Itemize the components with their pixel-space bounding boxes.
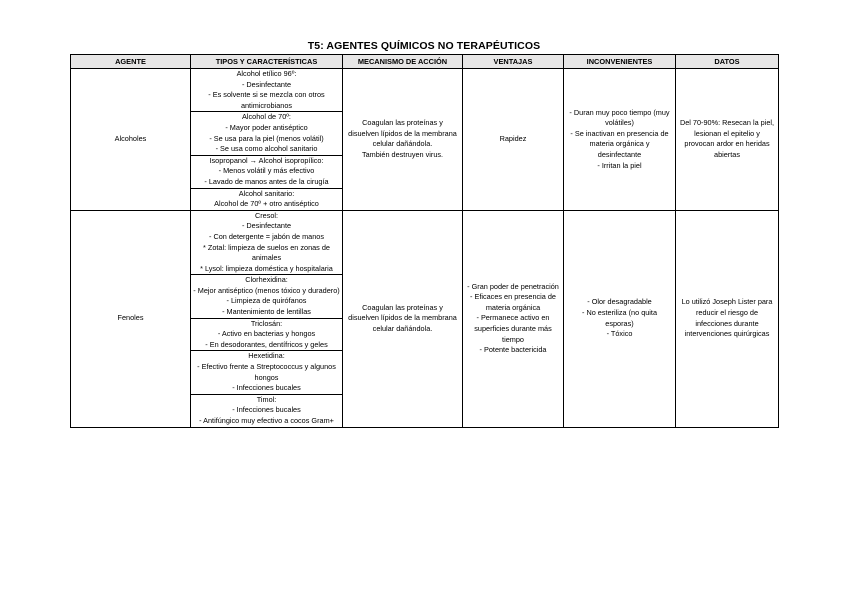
cell-ventajas [463,210,564,427]
ventajas-line: - Eficaces en presencia de materia orgánica [470,292,556,312]
tipo-block [191,351,342,394]
cell-datos [676,69,779,211]
tipo-line: - Mayor poder antiséptico [225,122,308,132]
tipo-title: Alcohol de 70º: [242,112,291,122]
datos-line: Lo utilizó Joseph Lister para reducir el riesgo de infecciones durante intervenciones quirúrgicas [681,297,773,339]
cell-ventajas [463,69,564,211]
inconvenientes-line: - Se inactivan en presencia de materia orgánica y desinfectante [570,128,669,159]
tipo-line: - Se usa para la piel (menos volátil) [209,133,324,143]
tipo-block [191,69,342,112]
tipo-line: * Zotal: limpieza de suelos en zonas de animales [203,242,330,263]
tipo-line: - Infecciones bucales [232,383,301,393]
ventajas-line: Rapidez [499,134,527,144]
tipo-line: - Limpieza de quirófanos [226,296,307,306]
cell-inconvenientes [564,210,676,427]
tipo-block [191,156,342,189]
cell-agente: Fenoles [71,210,191,427]
tipo-block [191,211,342,276]
tipo-block [191,189,342,210]
inconvenientes-line: - Irritan la piel [597,160,642,170]
tipo-line: * Lysol: limpieza doméstica y hospitalaria [200,263,333,273]
tipo-line: - Mantenimiento de lentillas [222,307,311,317]
ventajas-line: - Permanece activo en superficies durante más tiempo [474,313,552,344]
inconvenientes-line: - No esteriliza (no quita esporas) [581,308,658,328]
tipo-line: Alcohol de 70º + otro antiséptico [214,199,319,209]
tipo-title: Hexetidina: [248,351,285,361]
cell-inconvenientes [564,69,676,211]
cell-mecanismo [343,69,463,211]
tipo-line: - Mejor antiséptico (menos tóxico y duradero) [193,285,340,295]
tipo-line: - Es solvente si se mezcla con otros antimicrobianos [208,90,325,110]
header-datos: DATOS [676,55,779,69]
tipo-block [191,319,342,352]
tipo-block [191,112,342,155]
tipo-line: - Efectivo frente a Streptococcus y algunos hongos [197,362,336,382]
page-title: T5: AGENTES QUÍMICOS NO TERAPÉUTICOS [307,40,541,52]
tipo-line: - Con detergente = jabón de manos [208,231,324,241]
cell-tipos [191,69,343,211]
tipo-title: Triclosán: [250,318,283,328]
table-row-fenoles [71,210,779,427]
cell-datos [676,210,779,427]
mecanismo-line: También destruyen virus. [361,149,444,159]
inconvenientes-line: - Duran muy poco tiempo (muy volátiles) [569,107,670,128]
tipo-title: Alcohol etílico 96º: [236,69,297,78]
header-ventajas: VENTAJAS [463,55,564,69]
agents-table [70,54,779,428]
tipo-line: - Activo en bacterias y hongos [217,329,316,339]
tipo-line: - Desinfectante [241,79,292,89]
mecanismo-line: Coagulan las proteínas y disuelven lípidos de la membrana celular dañándola. [348,302,457,333]
ventajas-line: - Gran poder de penetración [467,281,559,291]
tipo-line: - Antifúngico muy efectivo a cocos Gram+ [199,416,334,425]
cell-agente: Alcoholes [71,69,191,211]
tipo-title: Alcohol sanitario: [238,188,295,198]
tipo-line: - Se usa como alcohol sanitario [215,144,318,154]
header-tipos: TIPOS Y CARACTERÍSTICAS [191,55,343,69]
tipo-title: Clorhexidina: [245,275,288,285]
mecanismo-line: Coagulan las proteínas y disuelven lípidos de la membrana celular dañándola. [348,118,457,149]
table-row-alcoholes [71,69,779,211]
header-inconvenientes: INCONVENIENTES [564,55,676,69]
tipo-block [191,275,342,318]
header-agente: AGENTE [71,55,191,69]
inconvenientes-line: - Tóxico [606,329,633,339]
inconvenientes-line: - Olor desagradable [587,297,652,307]
tipo-line: - Desinfectante [241,221,292,231]
header-mecanismo: MECANISMO DE ACCIÓN [343,55,463,69]
cell-mecanismo [343,210,463,427]
tipo-line: - En desodorantes, dentífricos y geles [205,339,328,349]
ventajas-line: - Potente bactericida [479,345,547,355]
tipo-line: - Infecciones bucales [232,405,301,415]
tipo-line: - Lavado de manos antes de la cirugía [204,176,329,186]
tipo-title: Timol: [256,394,277,404]
cell-tipos [191,210,343,427]
table-header-row [71,55,779,69]
tipo-title: Isopropanol → Alcohol isopropílico: [209,155,324,165]
tipo-line: - Menos volátil y más efectivo [218,166,315,176]
tipo-block [191,395,342,427]
tipo-title: Cresol: [254,210,279,220]
datos-line: Del 70-90%: Resecan la piel, lesionan el epitelio y provocan ardor en heridas abiertas [679,118,775,159]
